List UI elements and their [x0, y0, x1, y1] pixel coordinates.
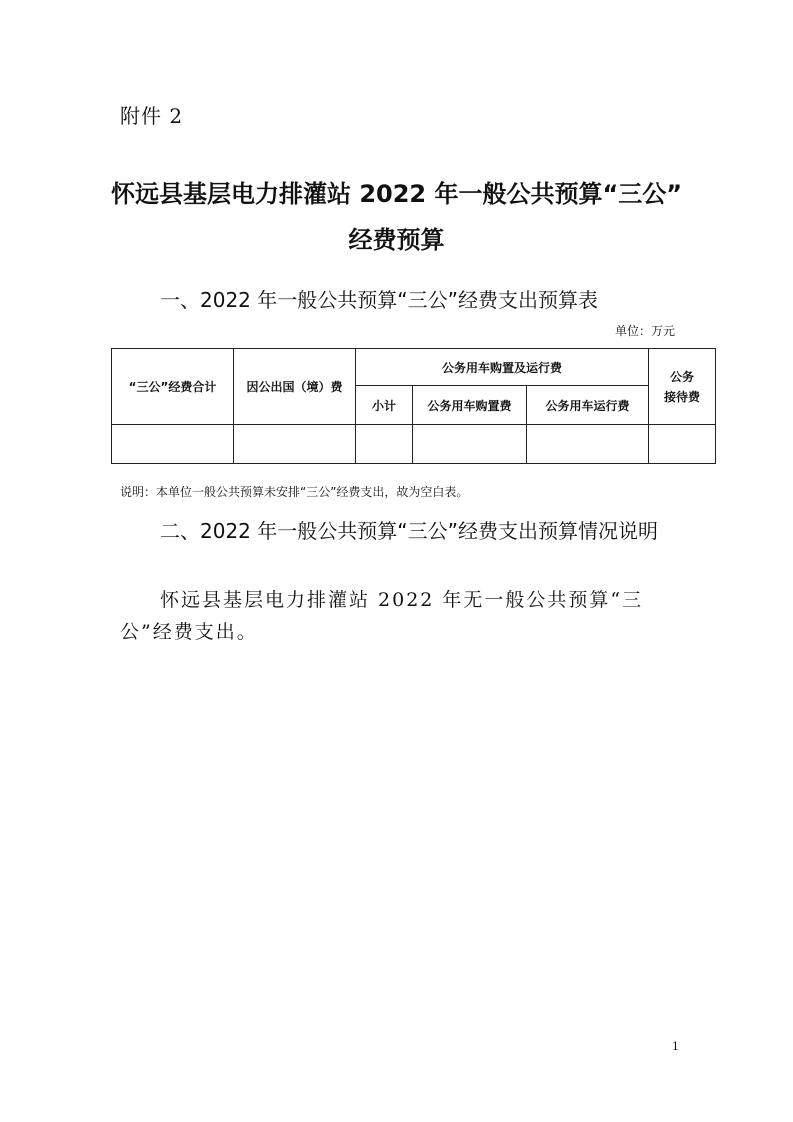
cell-reception: [649, 425, 716, 464]
cell-total: [112, 425, 234, 464]
header-vehicle-group: 公务用车购置及运行费: [356, 349, 649, 386]
section-2-body: 怀远县基层电力排灌站 2022 年无一般公共预算“三公”经费支出。: [120, 589, 644, 643]
cell-subtotal: [356, 425, 413, 464]
section-1-heading: 一、2022 年一般公共预算“三公”经费支出预算表: [160, 288, 598, 312]
header-vehicle-purchase: 公务用车购置费: [413, 386, 527, 425]
cell-overseas: [234, 425, 356, 464]
header-reception: 公务 接待费: [649, 349, 716, 425]
table-row: [112, 425, 716, 464]
document-title-line-1: 怀远县基层电力排灌站 2022 年一般公共预算“三公”: [110, 180, 683, 208]
attachment-label: 附件 2: [120, 104, 184, 128]
three-public-expenses-table: [111, 348, 716, 464]
section-2-heading: 二、2022 年一般公共预算“三公”经费支出预算情况说明: [160, 519, 658, 543]
header-subtotal: 小计: [356, 386, 413, 425]
document-title-line-2: 经费预算: [348, 226, 445, 254]
cell-vehicle-purchase: [413, 425, 527, 464]
table-note: 说明：本单位一般公共预算未安排“三公”经费支出，故为空白表。: [120, 485, 469, 499]
header-total: “三公”经费合计: [112, 349, 234, 425]
header-overseas: 因公出国（境）费: [234, 349, 356, 425]
page-number: 1: [672, 1040, 679, 1053]
header-vehicle-operation: 公务用车运行费: [527, 386, 649, 425]
table-header-row: [112, 349, 716, 386]
unit-label: 单位：万元: [614, 324, 675, 338]
cell-vehicle-operation: [527, 425, 649, 464]
